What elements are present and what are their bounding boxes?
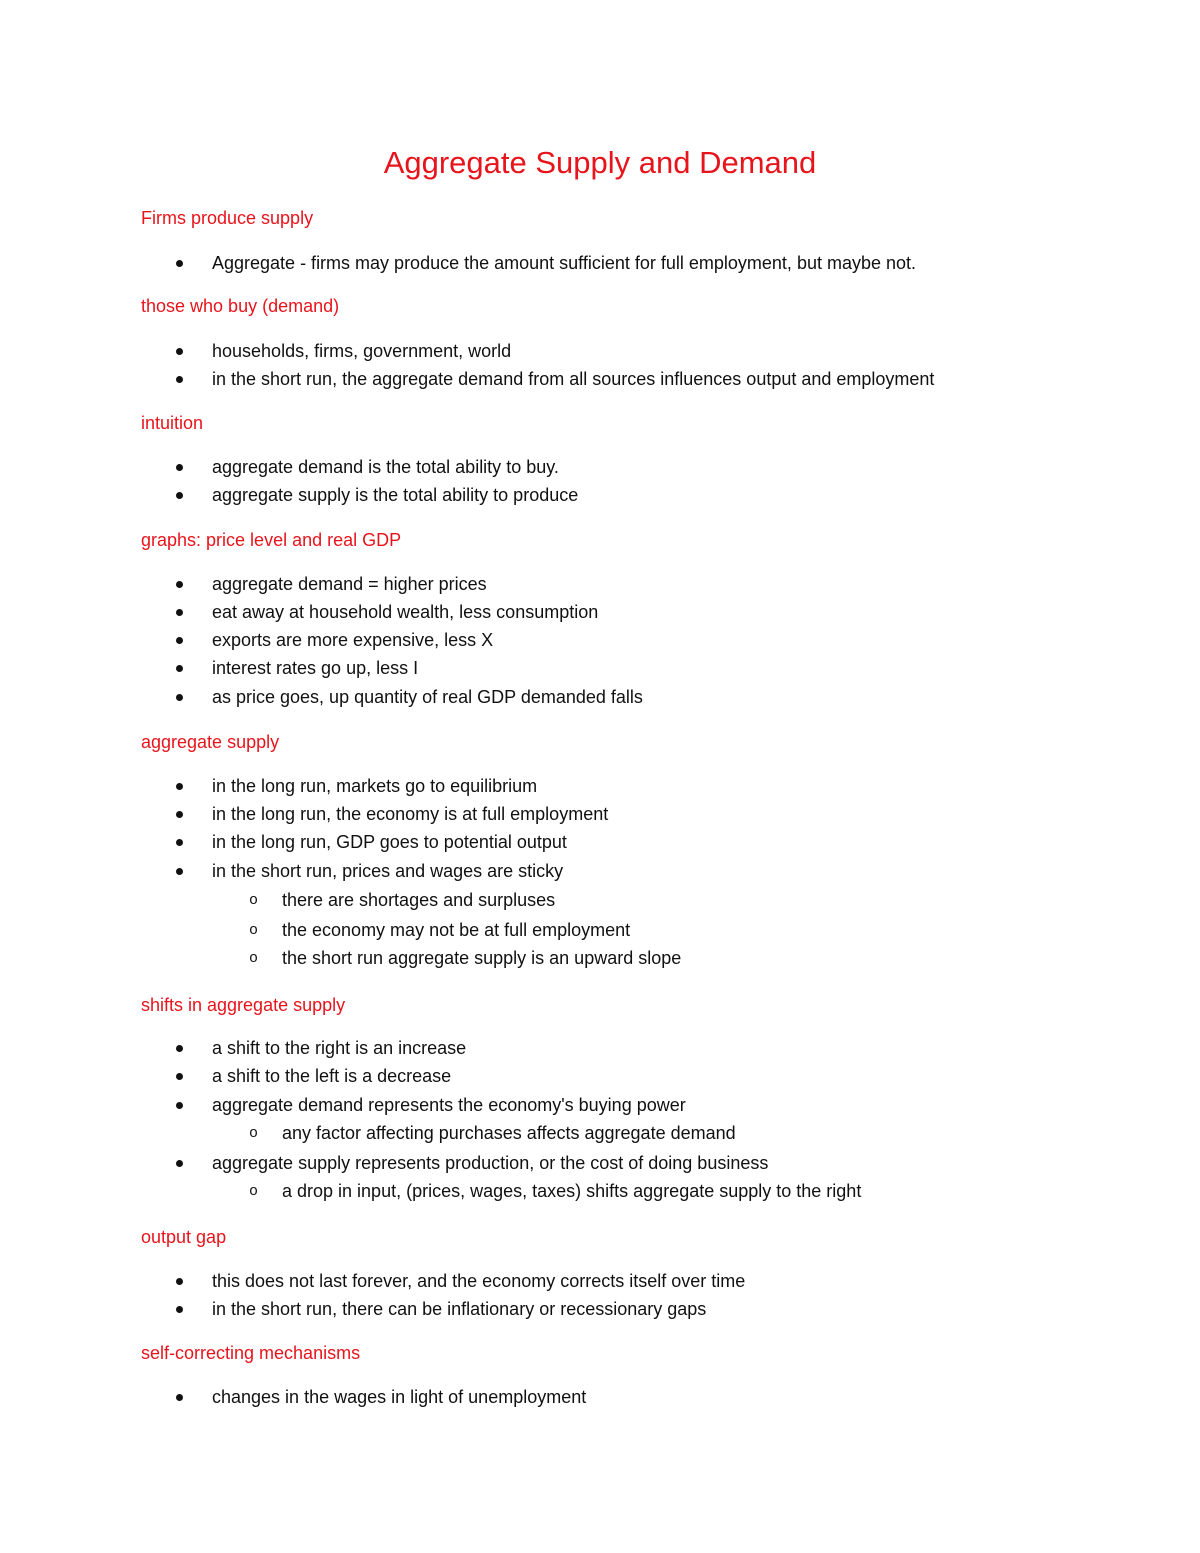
bullet-icon bbox=[176, 811, 183, 818]
list-item-text: a shift to the right is an increase bbox=[212, 1038, 467, 1058]
list-item bbox=[212, 1093, 686, 1117]
sub-list-item bbox=[249, 918, 631, 942]
sub-list-item bbox=[249, 946, 682, 970]
bullet-icon bbox=[176, 1160, 183, 1167]
bullet-icon bbox=[176, 492, 183, 499]
list-item-text: as price goes, up quantity of real GDP demanded falls bbox=[212, 687, 643, 707]
sub-list-item-text: the economy may not be at full employment bbox=[282, 920, 631, 940]
bullet-icon bbox=[176, 581, 183, 588]
bullet-icon bbox=[176, 1278, 183, 1285]
list-item-text: aggregate demand represents the economy's buying power bbox=[212, 1095, 686, 1115]
list-item bbox=[212, 455, 559, 479]
section-heading: aggregate supply bbox=[141, 732, 280, 752]
list-item-text: a shift to the left is a decrease bbox=[212, 1066, 452, 1086]
list-item-text: exports are more expensive, less X bbox=[212, 630, 494, 650]
bullet-icon bbox=[176, 868, 183, 875]
list-item bbox=[212, 685, 643, 709]
sub-list-item-text: the short run aggregate supply is an upward slope bbox=[282, 948, 682, 968]
list-item-text: Aggregate - firms may produce the amount sufficient for full employment, but maybe not. bbox=[212, 253, 917, 273]
section-heading: shifts in aggregate supply bbox=[141, 995, 346, 1015]
section-heading: output gap bbox=[141, 1227, 227, 1247]
list-item bbox=[212, 1036, 466, 1060]
list-item bbox=[212, 1385, 586, 1409]
bullet-icon bbox=[176, 1073, 183, 1080]
list-item bbox=[212, 251, 916, 275]
sub-list-item-text: a drop in input, (prices, wages, taxes) shifts aggregate supply to the right bbox=[282, 1181, 862, 1201]
list-item bbox=[212, 600, 598, 624]
sub-list-item-text: there are shortages and surpluses bbox=[282, 890, 556, 910]
bullet-icon bbox=[176, 464, 183, 471]
bullet-icon bbox=[176, 694, 183, 701]
bullet-icon bbox=[176, 1045, 183, 1052]
list-item bbox=[212, 830, 567, 854]
sub-list-item bbox=[249, 1179, 862, 1203]
list-item-text: changes in the wages in light of unemployment bbox=[212, 1387, 587, 1407]
list-item-text: in the short run, prices and wages are sticky bbox=[212, 861, 564, 881]
list-item-text: aggregate demand is the total ability to buy. bbox=[212, 457, 559, 477]
sub-list-item bbox=[249, 1121, 736, 1145]
list-item bbox=[212, 1269, 745, 1293]
sub-bullet-icon: o bbox=[249, 892, 259, 909]
list-item-text: in the short run, the aggregate demand from all sources influences output and employment bbox=[212, 369, 935, 389]
sub-list-item-text: any factor affecting purchases affects aggregate demand bbox=[282, 1123, 736, 1143]
bullet-icon bbox=[176, 348, 183, 355]
sub-bullet-icon: o bbox=[249, 922, 259, 939]
section-heading: Firms produce supply bbox=[141, 208, 314, 228]
list-item bbox=[212, 802, 608, 826]
list-item bbox=[212, 1297, 706, 1321]
bullet-icon bbox=[176, 1102, 183, 1109]
list-item-text: interest rates go up, less I bbox=[212, 658, 419, 678]
bullet-icon bbox=[176, 839, 183, 846]
list-item-text: aggregate supply represents production, or the cost of doing business bbox=[212, 1153, 769, 1173]
list-item-text: this does not last forever, and the economy corrects itself over time bbox=[212, 1271, 746, 1291]
document-title: Aggregate Supply and Demand bbox=[383, 145, 817, 180]
list-item bbox=[212, 774, 537, 798]
sub-list-item bbox=[249, 888, 556, 912]
bullet-icon bbox=[176, 665, 183, 672]
bullet-icon bbox=[176, 637, 183, 644]
section-heading: those who buy (demand) bbox=[141, 296, 340, 316]
sub-bullet-icon: o bbox=[249, 950, 259, 967]
bullet-icon bbox=[176, 376, 183, 383]
list-item-text: in the long run, markets go to equilibrium bbox=[212, 776, 538, 796]
bullet-icon bbox=[176, 609, 183, 616]
list-item-text: in the long run, GDP goes to potential output bbox=[212, 832, 567, 852]
bullet-icon bbox=[176, 1394, 183, 1401]
list-item-text: in the short run, there can be inflationary or recessionary gaps bbox=[212, 1299, 707, 1319]
sub-bullet-icon: o bbox=[249, 1125, 259, 1142]
list-item bbox=[212, 1064, 451, 1088]
section-heading: intuition bbox=[141, 413, 204, 433]
list-item bbox=[212, 859, 563, 883]
list-item bbox=[212, 1151, 768, 1175]
section-heading: graphs: price level and real GDP bbox=[141, 530, 402, 550]
section-heading: self-correcting mechanisms bbox=[141, 1343, 361, 1363]
list-item-text: eat away at household wealth, less consumption bbox=[212, 602, 599, 622]
bullet-icon bbox=[176, 260, 183, 267]
sub-bullet-icon: o bbox=[249, 1183, 259, 1200]
list-item bbox=[212, 656, 418, 680]
list-item-text: aggregate demand = higher prices bbox=[212, 574, 487, 594]
list-item bbox=[212, 628, 493, 652]
bullet-icon bbox=[176, 783, 183, 790]
list-item-text: in the long run, the economy is at full employment bbox=[212, 804, 609, 824]
list-item bbox=[212, 572, 487, 596]
list-item-text: households, firms, government, world bbox=[212, 341, 512, 361]
list-item-text: aggregate supply is the total ability to produce bbox=[212, 485, 579, 505]
bullet-icon bbox=[176, 1306, 183, 1313]
list-item bbox=[212, 367, 934, 391]
list-item bbox=[212, 483, 578, 507]
list-item bbox=[212, 339, 511, 363]
